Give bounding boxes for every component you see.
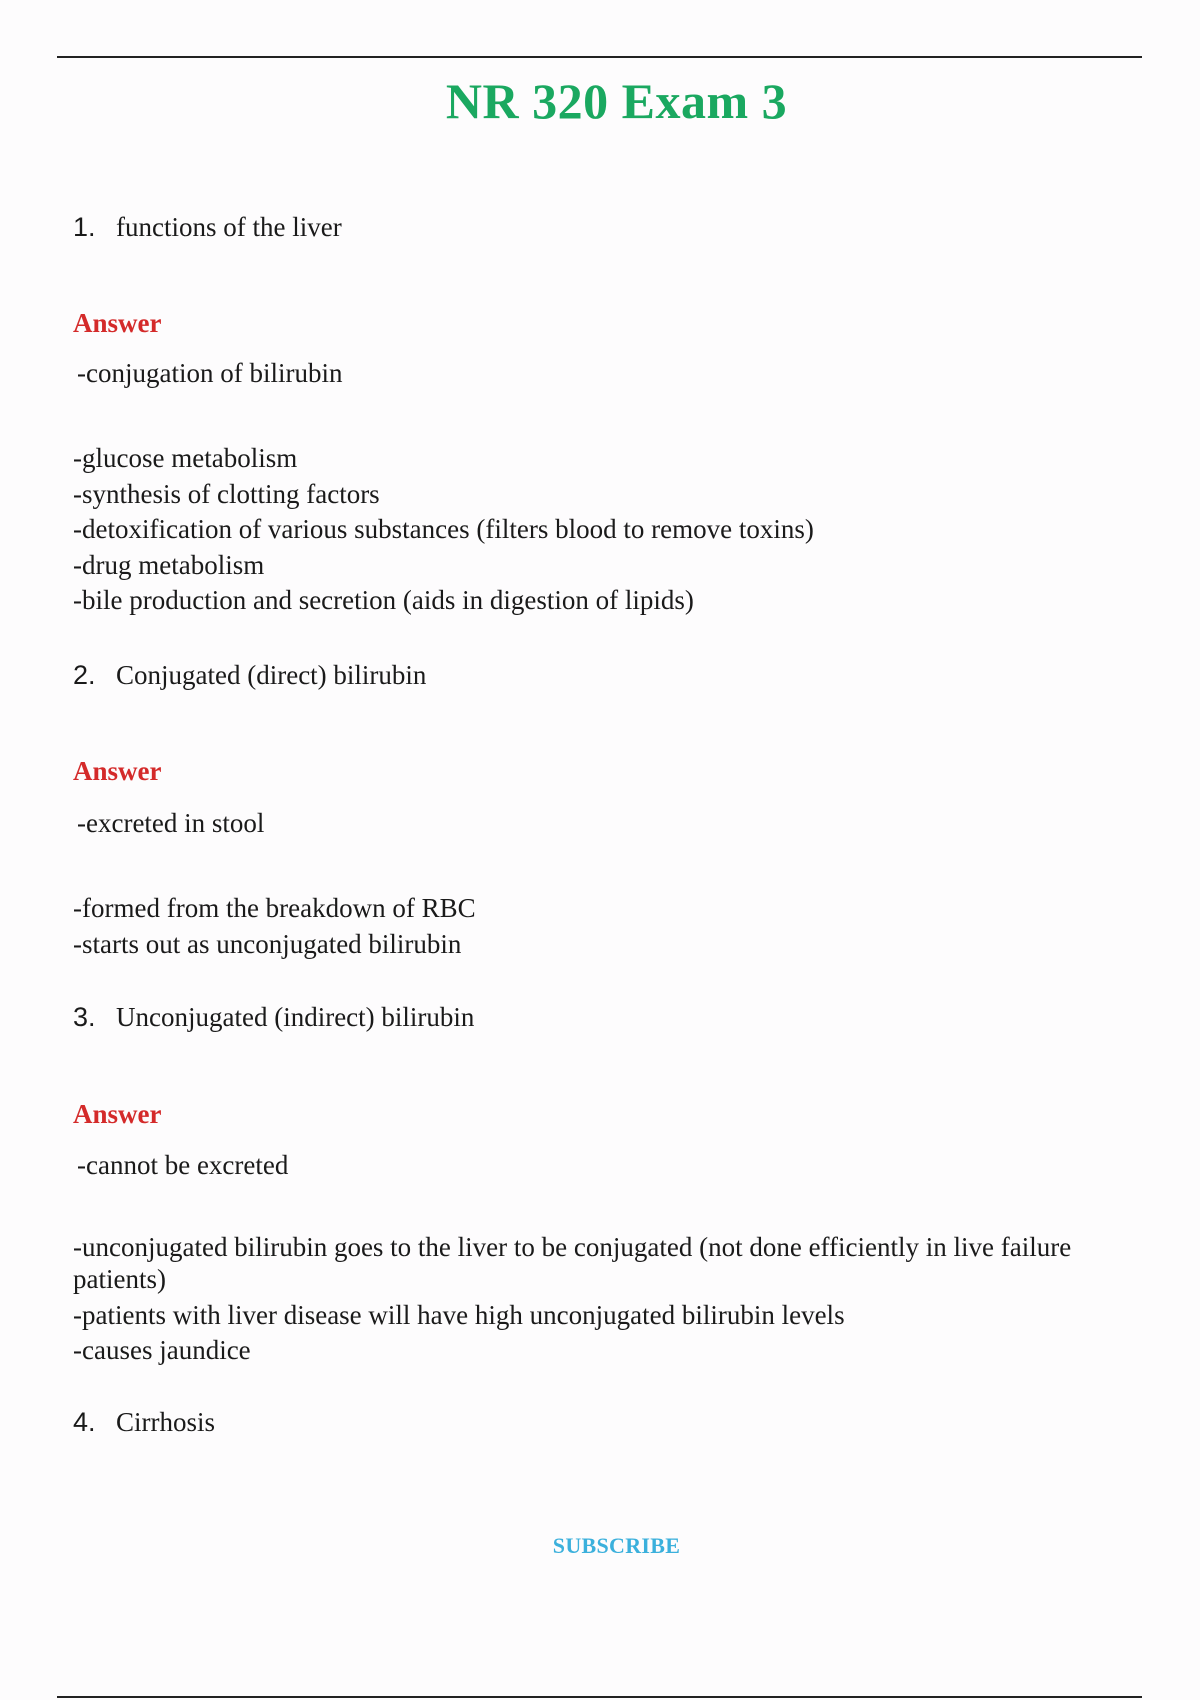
answer-line: -detoxification of various substances (filters blood to remove toxins) bbox=[73, 514, 814, 544]
answer-3-body bbox=[73, 1233, 1123, 1369]
question-text: functions of the liver bbox=[116, 212, 342, 242]
answer-line: -glucose metabolism bbox=[73, 443, 298, 473]
answer-1-body bbox=[73, 441, 1123, 619]
page-title: NR 320 Exam 3 bbox=[445, 73, 788, 129]
answer-3-first-line: -cannot be excreted bbox=[77, 1150, 289, 1180]
question-2 bbox=[73, 658, 426, 692]
question-number: 3. bbox=[73, 1002, 96, 1032]
question-text: Unconjugated (indirect) bilirubin bbox=[116, 1002, 475, 1032]
answer-1-first-line: -conjugation of bilirubin bbox=[77, 358, 343, 388]
answer-line: -synthesis of clotting factors bbox=[73, 478, 380, 509]
answer-2-body bbox=[73, 891, 1123, 962]
question-1 bbox=[73, 210, 342, 244]
question-number: 1. bbox=[73, 212, 96, 242]
answer-label-1: Answer bbox=[73, 308, 162, 338]
question-3 bbox=[73, 1000, 474, 1034]
answer-2-first-line: -excreted in stool bbox=[77, 808, 265, 838]
answer-line: -patients with liver disease will have high unconjugated bilirubin levels bbox=[73, 1299, 845, 1330]
answer-label-2: Answer bbox=[73, 756, 162, 786]
question-text: Cirrhosis bbox=[116, 1407, 216, 1437]
answer-line: -drug metabolism bbox=[73, 549, 265, 580]
answer-line: -unconjugated bilirubin goes to the liver to be conjugated (not done efficiently in live failure bbox=[73, 1232, 1072, 1262]
question-4 bbox=[73, 1405, 215, 1439]
answer-line: -starts out as unconjugated bilirubin bbox=[73, 928, 462, 959]
question-number: 4. bbox=[73, 1407, 96, 1437]
answer-line: patients) bbox=[73, 1264, 166, 1294]
top-rule bbox=[57, 56, 1142, 58]
answer-label-3: Answer bbox=[73, 1099, 162, 1129]
subscribe-link[interactable]: SUBSCRIBE bbox=[552, 1533, 681, 1558]
question-number: 2. bbox=[73, 660, 96, 690]
bottom-rule bbox=[57, 1696, 1142, 1698]
answer-line: -causes jaundice bbox=[73, 1335, 251, 1365]
question-text: Conjugated (direct) bilirubin bbox=[116, 660, 427, 690]
answer-line: -bile production and secretion (aids in digestion of lipids) bbox=[73, 585, 694, 615]
answer-line: -formed from the breakdown of RBC bbox=[73, 893, 476, 923]
